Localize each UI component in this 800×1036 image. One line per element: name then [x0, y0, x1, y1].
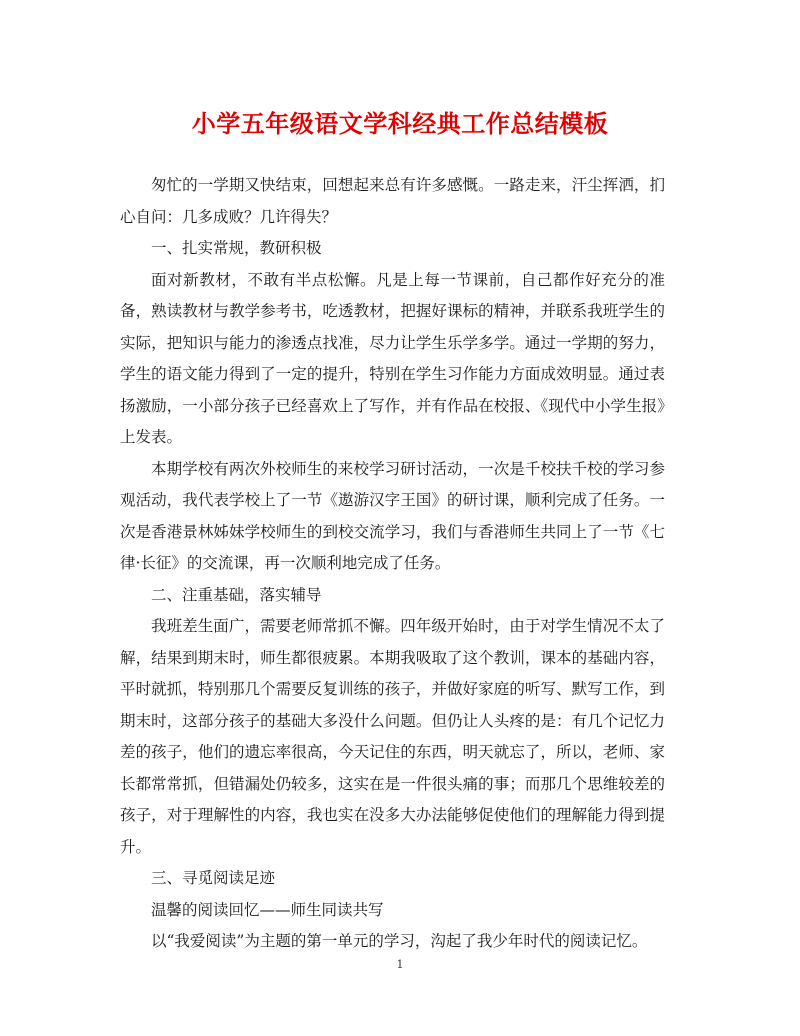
section-heading-2: 二、注重基础，落实辅导 — [151, 585, 322, 604]
document-title: 小学五年级语文学科经典工作总结模板 — [191, 109, 609, 138]
paragraph: 本期学校有两次外校师生的来校学习研讨活动，一次是千校扶千校的学习参观活动，我代表学校上了一节《遨游汉字王国》的研讨课，顺利完成了任务。一次是香港景林姊妹学校师生的到校交流学习，我们与香港师生共同上了一节《七律·长征》的交流课，再一次顺利地完成了任务。 — [120, 459, 665, 572]
page-number: 1 — [396, 958, 404, 971]
paragraph: 面对新教材，不敢有半点松懈。凡是上每一节课前，自己都作好充分的准备，熟读教材与教学参考书，吃透教材，把握好课标的精神，并联系我班学生的实际，把知识与能力的渗透点找准，尽力让学生乐学多学。通过一学期的努力，学生的语文能力得到了一定的提升，特别在学生习作能力方面成效明显。通过表扬激励，一小部分孩子已经喜欢上了写作，并有作品在校报、《现代中小学生报》上发表。 — [120, 270, 665, 446]
paragraph: 我班差生面广，需要老师常抓不懈。四年级开始时，由于对学生情况不太了解，结果到期末时，师生都很疲累。本期我吸取了这个教训，课本的基础内容，平时就抓，特别那几个需要反复训练的孩子，并做好家庭的听写、默写工作，到期末时，这部分孩子的基础大多没什么问题。但仍让人头疼的是：有几个记忆力差的孩子，他们的遗忘率很高，今天记住的东西，明天就忘了，所以，老师、家长都常常抓，但错漏处仍较多，这实在是一件很头痛的事；而那几个思维较差的孩子，对于理解性的内容，我也实在没多大办法能够促使他们的理解能力得到提升。 — [120, 617, 665, 856]
subsection-heading: 温馨的阅读回忆——师生同读共写 — [151, 900, 384, 919]
section-heading-3: 三、寻觅阅读足迹 — [151, 869, 276, 887]
document-body — [120, 170, 665, 958]
section-heading-1: 一、扎实常规，教研积极 — [151, 239, 322, 257]
paragraph: 以“我爱阅读”为主题的第一单元的学习，沟起了我少年时代的阅读记忆。 — [151, 932, 648, 950]
paragraph-intro: 匆忙的一学期又快结束，回想起来总有许多感慨。一路走来，汗尘挥洒，扪心自问：几多成败？几许得失？ — [120, 176, 665, 226]
